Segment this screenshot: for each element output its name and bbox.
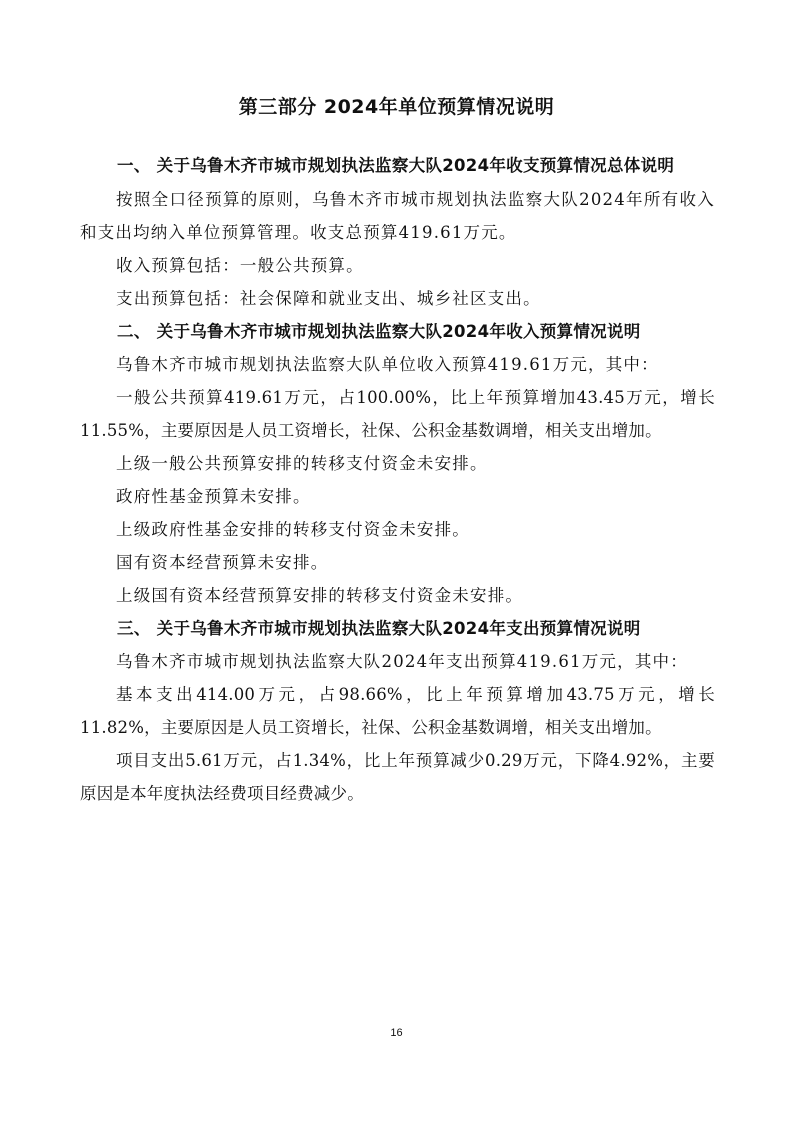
paragraph: 上级国有资本经营预算安排的转移支付资金未安排。 <box>116 586 524 605</box>
section-heading-1: 一、 关于乌鲁木齐市城市规划执法监察大队2024年收支预算情况总体说明 <box>117 156 675 175</box>
paragraph: 一般公共预算419.61万元，占100.00%，比上年预算增加43.45万元，增长11.55%，主要原因是人员工资增长，社保、公积金基数调增，相关支出增加。 <box>80 388 715 440</box>
paragraph: 收入预算包括：一般公共预算。 <box>116 256 364 275</box>
paragraph: 按照全口径预算的原则，乌鲁木齐市城市规划执法监察大队2024年所有收入和支出均纳入单位预算管理。收支总预算419.61万元。 <box>80 190 715 242</box>
paragraph: 乌鲁木齐市城市规划执法监察大队2024年支出预算419.61万元，其中： <box>116 652 688 671</box>
section-heading-2: 二、 关于乌鲁木齐市城市规划执法监察大队2024年收入预算情况说明 <box>117 322 641 341</box>
paragraph: 项目支出5.61万元，占1.34%，比上年预算减少0.29万元，下降4.92%，主要原因是本年度执法经费项目经费减少。 <box>80 751 715 803</box>
paragraph: 基本支出414.00万元，占98.66%，比上年预算增加43.75万元，增长11.82%，主要原因是人员工资增长，社保、公积金基数调增，相关支出增加。 <box>80 685 715 737</box>
paragraph: 乌鲁木齐市城市规划执法监察大队单位收入预算419.61万元，其中： <box>116 355 659 374</box>
page-title: 第三部分 2024年单位预算情况说明 <box>238 96 555 118</box>
paragraph: 国有资本经营预算未安排。 <box>116 553 329 572</box>
paragraph: 上级政府性基金安排的转移支付资金未安排。 <box>116 520 470 539</box>
paragraph: 政府性基金预算未安排。 <box>116 487 311 506</box>
paragraph: 支出预算包括：社会保障和就业支出、城乡社区支出。 <box>116 289 541 308</box>
document-body <box>80 148 715 810</box>
page-number: 16 <box>390 1027 403 1039</box>
section-heading-3: 三、 关于乌鲁木齐市城市规划执法监察大队2024年支出预算情况说明 <box>117 619 641 638</box>
paragraph: 上级一般公共预算安排的转移支付资金未安排。 <box>116 454 488 473</box>
